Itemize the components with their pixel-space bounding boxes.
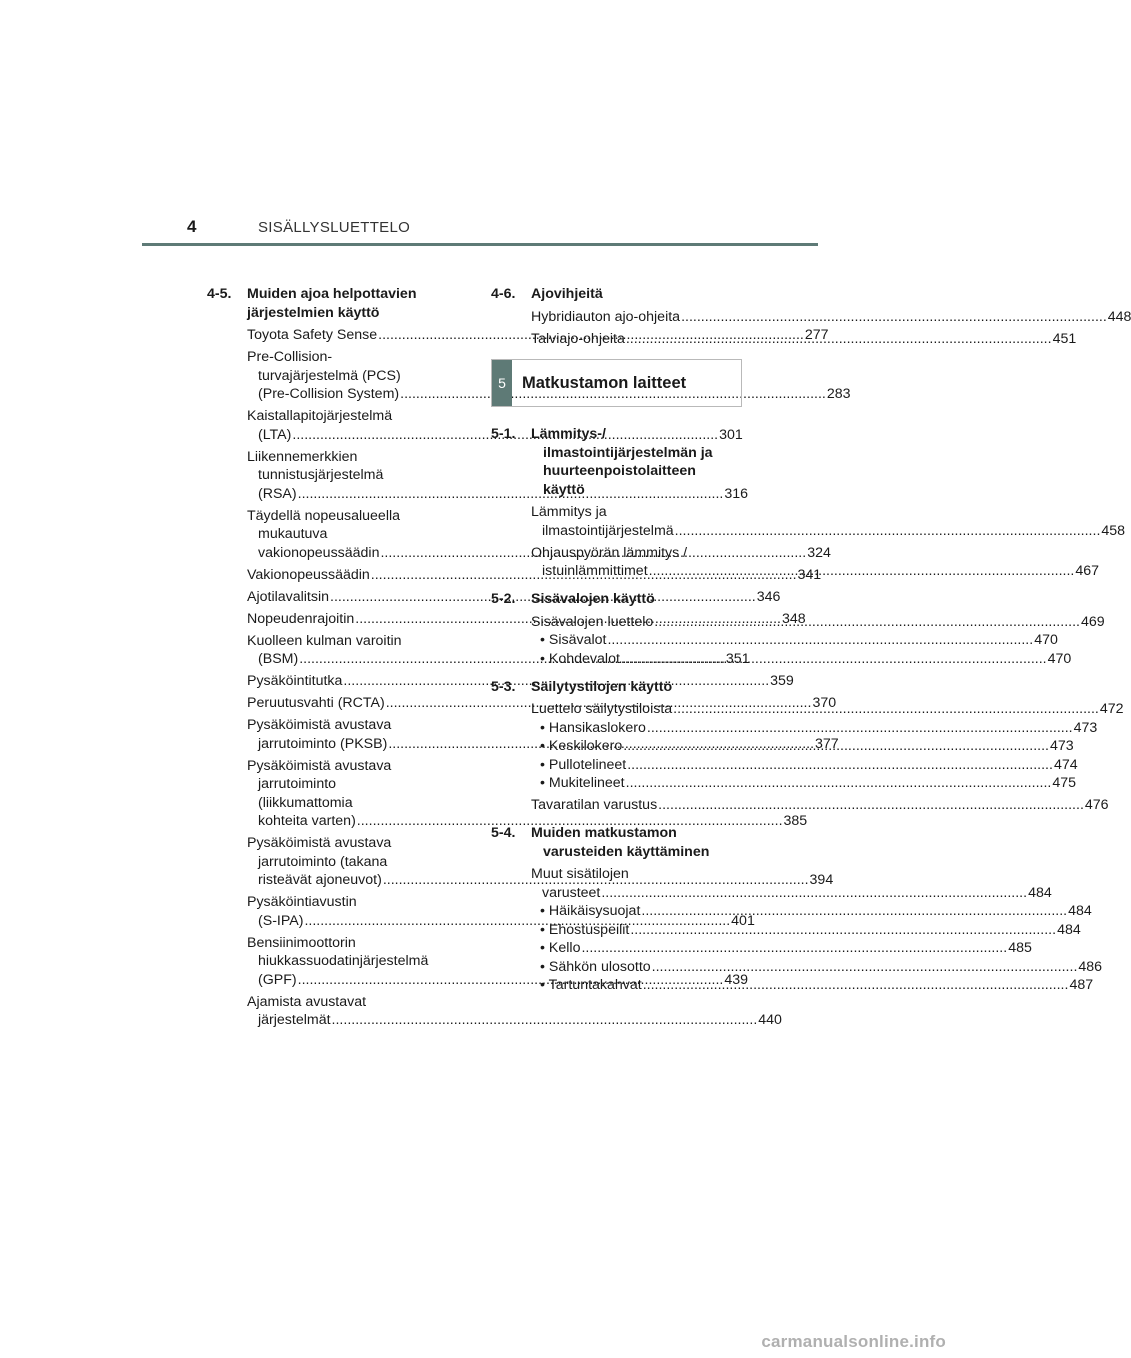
toc-entry-text: tunnistusjärjestelmä bbox=[258, 467, 384, 483]
toc-entry-text: (BSM) bbox=[258, 651, 299, 667]
toc-entry[interactable]: Muut sisätilojen varusteet ..... 484 • Häikäisysuojat ..... 484 • Ehostuspeilit ..... 484 • Kello ..... 485 • Sähkön ulosotto ..... 486 • Tartuntakahvat ..... 487 bbox=[531, 865, 742, 995]
toc-entry-text: Pysäköimistä avustava bbox=[247, 757, 392, 774]
section-title-line: huurteenpoistolaitteen bbox=[543, 463, 696, 479]
section-number: 5-2. bbox=[491, 591, 516, 607]
page-ref: 472 bbox=[1099, 701, 1124, 717]
toc-subentry[interactable]: • Ehostuspeilit ..... 484 bbox=[531, 921, 742, 940]
toc-subentry[interactable]: • Häikäisysuojat ..... 484 bbox=[531, 902, 742, 921]
section-number: 4-6. bbox=[491, 286, 516, 302]
toc-entry-text: Bensiinimoottorin bbox=[247, 934, 356, 951]
section-number: 5-3. bbox=[491, 678, 516, 695]
page-ref: 470 bbox=[1047, 650, 1072, 667]
page-title: SISÄLLYSLUETTELO bbox=[258, 219, 411, 236]
chapter-number-tab: 5 bbox=[492, 360, 512, 406]
leader-dots bbox=[332, 1012, 758, 1028]
chapter-title: Matkustamon laitteet bbox=[522, 373, 687, 392]
section-title-line: järjestelmien käyttö bbox=[247, 304, 380, 321]
section-heading bbox=[491, 425, 742, 499]
toc-entry[interactable] bbox=[247, 566, 822, 585]
toc-entry-text: Peruutusvahti (RCTA) bbox=[247, 695, 385, 711]
toc-entry[interactable]: Hybridiauton ajo-ohjeita ..... 448 bbox=[531, 308, 742, 327]
section-title-line: Ajovihjeitä bbox=[531, 286, 603, 302]
toc-entry-text: Kaistallapitojärjestelmä bbox=[247, 408, 393, 424]
toc-entry-text: Pysäköimistä avustava bbox=[247, 717, 392, 733]
page-ref: 277 bbox=[804, 327, 829, 343]
toc-subentry[interactable]: • Keskilokero ..... 473 bbox=[531, 737, 742, 756]
toc-subentry[interactable]: • Kohdevalot ..... 470 bbox=[531, 650, 742, 669]
toc-entry-text: mukautuva bbox=[258, 526, 328, 542]
section-heading bbox=[207, 285, 459, 322]
toc-entry[interactable]: Sisävalojen luettelo ..... 469 • Sisävalot ..... 470 • Kohdevalot ..... 470 bbox=[531, 613, 742, 669]
toc-entry-text: (liikkumattomia bbox=[258, 794, 353, 811]
toc-entry-text: Pysäköintiavustin bbox=[247, 894, 357, 910]
toc-entry[interactable] bbox=[247, 632, 750, 669]
page-ref: 283 bbox=[826, 386, 851, 402]
page-ref: 473 bbox=[1073, 719, 1098, 736]
section-title-line: Lämmitys-/ bbox=[531, 426, 606, 442]
toc-subentry[interactable]: • Hansikaslokero ..... 473 bbox=[531, 719, 742, 738]
page-ref: 451 bbox=[1052, 330, 1077, 347]
page-ref: 484 bbox=[1028, 884, 1052, 901]
toc-entry-text: Kuolleen kulman varoitin bbox=[247, 632, 402, 649]
toc-entry[interactable]: Talviajo-ohjeita ..... 451 bbox=[531, 330, 742, 349]
toc-subentry[interactable]: • Kello ..... 485 bbox=[531, 939, 742, 958]
toc-entry[interactable] bbox=[247, 934, 749, 990]
toc-entry-text: (Pre-Collision System) bbox=[258, 386, 400, 402]
toc-entry-text: kohteita varten) bbox=[258, 813, 356, 829]
page-ref: 486 bbox=[1078, 958, 1103, 975]
toc-entry[interactable] bbox=[247, 610, 806, 629]
toc-entry[interactable] bbox=[247, 326, 829, 345]
page-ref: 470 bbox=[1034, 632, 1058, 648]
page-ref: 458 bbox=[1101, 522, 1126, 539]
toc-entry-text: hiukkassuodatinjärjestelmä bbox=[258, 953, 429, 969]
toc-entry-text: jarrutoiminto (takana bbox=[258, 853, 388, 870]
section-title-line: Muiden ajoa helpottavien bbox=[247, 286, 417, 302]
page-ref: 467 bbox=[1075, 563, 1100, 579]
toc-entry-text: Nopeudenrajoitin bbox=[247, 610, 355, 627]
toc-entry[interactable]: Tavaratilan varustus ..... 476 bbox=[531, 796, 742, 815]
toc-entry-text: vakionopeussäädin bbox=[258, 544, 380, 561]
chapter-heading-box[interactable] bbox=[491, 359, 742, 407]
toc-entry-text: (GPF) bbox=[258, 971, 297, 988]
page-ref: 394 bbox=[809, 872, 834, 888]
header-rule bbox=[142, 243, 818, 246]
page-ref: 401 bbox=[731, 912, 755, 929]
section-number: 4-5. bbox=[207, 286, 232, 302]
page-number: 4 bbox=[187, 217, 197, 236]
toc-entry[interactable]: Lämmitys ja ilmastointijärjestelmä ..... 458 bbox=[531, 503, 742, 540]
toc-entry-text: Toyota Safety Sense bbox=[247, 327, 378, 343]
page-ref: 377 bbox=[815, 735, 839, 752]
toc-entry-text: Ajotilavalitsin bbox=[247, 588, 330, 605]
page-ref: 440 bbox=[758, 1012, 782, 1028]
toc-entry-text: (RSA) bbox=[258, 485, 297, 502]
page-ref: 484 bbox=[1057, 921, 1081, 938]
page-ref: 348 bbox=[782, 610, 806, 627]
toc-entry[interactable] bbox=[247, 993, 782, 1030]
page-ref: 324 bbox=[807, 544, 831, 561]
toc-subentry[interactable]: • Sisävalot ..... 470 bbox=[531, 631, 742, 650]
section-heading bbox=[491, 590, 742, 609]
page-ref: 439 bbox=[724, 971, 749, 988]
page-ref: 484 bbox=[1068, 903, 1092, 919]
watermark-logo: carmanualsonline.info bbox=[761, 1332, 946, 1351]
page-ref: 341 bbox=[797, 566, 822, 583]
page-ref: 301 bbox=[719, 426, 743, 443]
toc-entry-text: Pysäköintitutka bbox=[247, 673, 343, 689]
page-ref: 359 bbox=[770, 673, 794, 689]
toc-entry[interactable] bbox=[247, 507, 831, 563]
toc-subentry[interactable]: • Pullotelineet ..... 474 bbox=[531, 756, 742, 775]
page-ref: 346 bbox=[756, 588, 781, 605]
section-heading bbox=[491, 285, 742, 304]
toc-entry-text: järjestelmät bbox=[258, 1012, 331, 1028]
toc-entry[interactable] bbox=[247, 694, 837, 713]
page-ref: 473 bbox=[1049, 738, 1074, 754]
toc-subentry[interactable]: • Tartuntakahvat ..... 487 bbox=[531, 976, 742, 995]
page-ref: 476 bbox=[1084, 797, 1109, 813]
section-number: 5-4. bbox=[491, 825, 516, 841]
section-heading bbox=[491, 678, 742, 697]
toc-entry-text: turvajärjestelmä (PCS) bbox=[258, 367, 401, 384]
toc-entry-text: Pre-Collision- bbox=[247, 349, 333, 365]
toc-entry-text: (LTA) bbox=[258, 426, 292, 443]
section-title-line: Muiden matkustamon bbox=[531, 825, 677, 841]
page-ref: 487 bbox=[1069, 977, 1094, 993]
page-ref: 316 bbox=[724, 485, 749, 502]
toc-entry-text: Vakionopeussäädin bbox=[247, 566, 370, 583]
page-ref: 448 bbox=[1107, 308, 1131, 325]
toc-entry-text: Liikennemerkkien bbox=[247, 448, 358, 465]
toc-entry-text: Pysäköimistä avustava bbox=[247, 835, 392, 851]
section-title-line: varusteiden käyttäminen bbox=[543, 843, 710, 860]
section-title-line: Säilytystilojen käyttö bbox=[531, 678, 673, 695]
toc-entry-text: Täydellä nopeusalueella bbox=[247, 507, 401, 524]
toc-entry-text: jarrutoiminto bbox=[258, 776, 337, 792]
page-ref: 474 bbox=[1053, 756, 1078, 773]
page-ref: 370 bbox=[812, 695, 837, 711]
page-ref: 469 bbox=[1080, 613, 1105, 630]
toc-entry-text: (S-IPA) bbox=[258, 912, 304, 929]
toc-entry[interactable]: Luettelo säilytystiloista ..... 472 • Hansikaslokero ..... 473 • Keskilokero ..... 473 • Pullotelineet ..... 474 • Mukitelineet ..... 475 bbox=[531, 700, 742, 793]
toc-entry[interactable] bbox=[247, 757, 808, 831]
page-ref: 475 bbox=[1052, 775, 1077, 791]
toc-entry-text: Ajamista avustavat bbox=[247, 993, 367, 1010]
section-heading bbox=[491, 824, 742, 861]
toc-entry-text: risteävät ajoneuvot) bbox=[258, 872, 382, 888]
page-ref: 385 bbox=[783, 813, 808, 829]
toc-entry-text: jarrutoiminto (PKSB) bbox=[258, 735, 388, 752]
page-ref: 351 bbox=[725, 651, 750, 667]
section-title-line: käyttö bbox=[543, 481, 585, 498]
toc-entry[interactable] bbox=[247, 893, 755, 930]
section-title-line: Sisävalojen käyttö bbox=[531, 591, 655, 607]
section-number: 5-1. bbox=[491, 426, 516, 442]
toc-subentry[interactable]: • Sähkön ulosotto ..... 486 bbox=[531, 958, 742, 977]
section-title-line: ilmastointijärjestelmän ja bbox=[543, 444, 713, 461]
toc-subentry[interactable]: • Mukitelineet ..... 475 bbox=[531, 774, 742, 793]
page-ref: 485 bbox=[1008, 940, 1032, 956]
toc-entry[interactable]: Ohjauspyörän lämmitys / istuinlämmittimet ..... 467 bbox=[531, 544, 742, 581]
